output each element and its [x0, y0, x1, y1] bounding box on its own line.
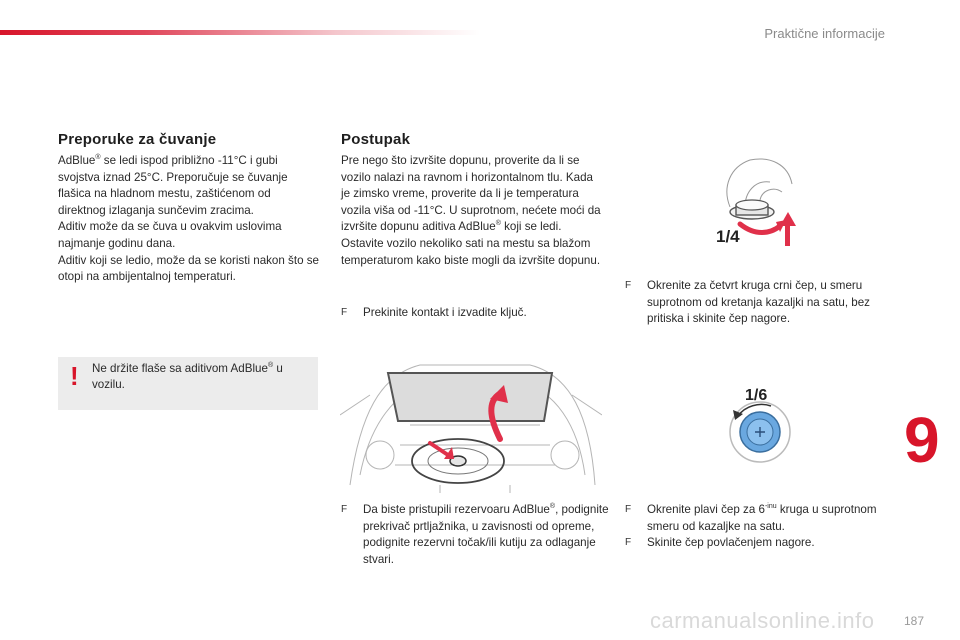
- procedure-step-1: F Prekinite kontakt i izvadite ključ.: [341, 305, 603, 322]
- warning-text: Ne držite flaše sa aditivom AdBlue® u vozilu.: [92, 362, 283, 391]
- bullet-mark: F: [341, 307, 348, 318]
- chapter-number: 9: [904, 404, 940, 476]
- watermark: carmanualsonline.info: [650, 608, 875, 633]
- bullet-mark: F: [341, 504, 348, 515]
- procedure-heading: Postupak: [341, 131, 411, 148]
- cap-step-1: F Okrenite za četvrt kruga crni čep, u smeru suprotnom od kretanja kazaljki na satu, bez pritiska i skinite čep nagore.: [625, 279, 870, 326]
- blue-cap-illustration: [715, 380, 805, 470]
- bullet-mark: F: [625, 504, 632, 515]
- black-cap-illustration: [700, 152, 810, 262]
- cap-step-3: F Skinite čep povlačenjem nagore.: [625, 535, 909, 552]
- storage-paragraph: AdBlue® se ledi ispod približno -11°C i gubi svojstva iznad 25°C. Preporučuje se čuvanje flašica na hladnom mestu, zaštićenom od direktnog izlaganja sunčevim zracima. Aditiv može da se čuva u ovakvim uslovima najmanje godinu dana. Aditiv koji se ledio, može da se koristi nakon što se otopi na ambijentalnoj temperaturi.: [58, 154, 319, 284]
- page-number: 187: [903, 614, 924, 628]
- procedure-paragraph: Pre nego što izvršite dopunu, proverite da li se vozilo nalazi na ravnom i horizontalnom tlu. Kada je zimsko vreme, proverite da li je temperatura vozila viša od -11°C. U suprotnom, nećete moći da izvršite dopunu aditiva AdBlue® koji se ledi. Ostavite vozilo nekoliko sati na mestu sa blažom temperaturom kako biste mogli da izvršite dopunu.: [341, 154, 601, 267]
- trunk-illustration: [340, 355, 602, 493]
- section-title: Praktične informacije: [764, 26, 885, 41]
- procedure-step-2: F Da biste pristupili rezervoaru AdBlue®, podignite prekrivač prtljažnika, u zavisnosti od opreme, podignite rezervni točak/ili kutiju za odlaganje stvari.: [341, 503, 609, 566]
- quarter-turn-label: 1/4: [716, 227, 740, 246]
- bullet-mark: F: [625, 280, 632, 291]
- sixth-turn-label: 1/6: [745, 387, 768, 404]
- storage-heading: Preporuke za čuvanje: [58, 131, 217, 148]
- bullet-mark: F: [625, 537, 632, 548]
- cap-step-2: F Okrenite plavi čep za $6^{-inu}$ kruga u suprotnom smeru od kazaljke na satu.: [625, 503, 877, 533]
- header-accent-bar: [0, 30, 480, 35]
- warning-icon: !: [70, 361, 79, 391]
